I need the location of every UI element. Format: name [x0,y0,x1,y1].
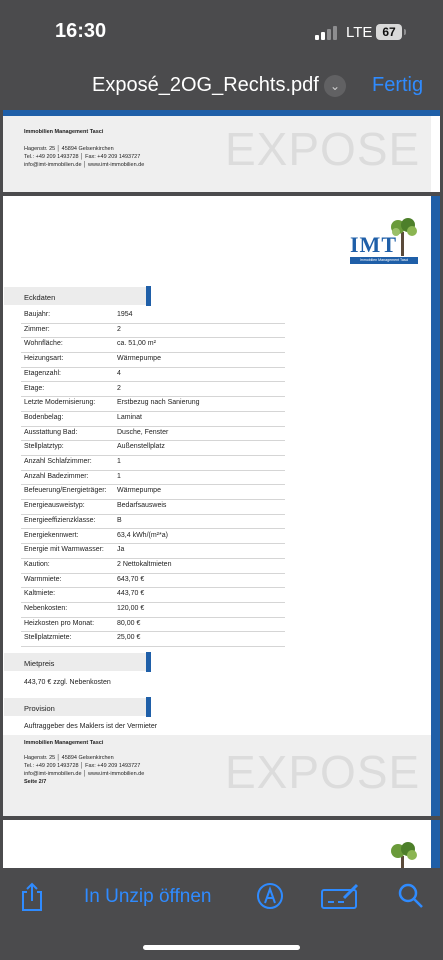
table-row [21,396,285,412]
row-label: Zimmer: [24,325,50,333]
footer-phone: Tel.: +49 209 1493728 │ Fax: +49 209 1493727 [24,154,141,160]
table-row [21,426,285,442]
row-value: 25,00 € [117,634,141,642]
row-value: 1954 [117,311,133,318]
signature-icon[interactable] [320,882,360,910]
table-row [21,352,285,368]
table-row [21,514,285,530]
row-label: Stellplatztyp: [24,443,64,451]
row-value: Dusche, Fenster [117,428,169,436]
table-row [21,470,285,486]
table-row [21,587,285,603]
row-value: Wärmepumpe [117,355,161,363]
logo-text: IMT [350,232,397,257]
table-row [21,367,285,383]
mietpreis-text: 443,70 € zzgl. Nebenkosten [24,679,111,686]
section-title-mietpreis: Mietpreis [24,659,55,668]
page-footer [3,735,431,816]
expose-watermark: EXPOSE [225,123,421,175]
row-value: Außenstellplatz [117,443,165,451]
pdf-page-3 [3,820,440,868]
tree-icon [388,842,420,868]
row-value: Bedarfsausweis [117,502,167,510]
footer-company: Immobilien Management Tasci [24,740,104,746]
pdf-page-1 [3,110,440,192]
table-row [21,337,285,353]
search-icon[interactable] [397,882,425,910]
row-label: Etage: [24,384,45,392]
row-value: 2 [117,325,121,333]
bottom-toolbar [0,868,443,960]
row-value: 643,70 € [117,575,145,583]
footer-web: info@imt-immobilien.de │ www.imt-immobilien.de [24,162,145,168]
section-accent [146,286,151,306]
table-row [21,558,285,574]
status-time: 16:30 [55,20,107,42]
row-label: Letzte Modernisierung: [24,399,96,407]
table-row [21,323,285,339]
row-value: 120,00 € [117,605,145,612]
navigation-bar [0,60,443,110]
section-title-eckdaten: Eckdaten [24,293,56,302]
row-value: 1 [117,472,121,480]
row-value: 2 [117,384,121,392]
chevron-down-icon[interactable]: ⌄ [324,75,346,97]
table-row [21,543,285,559]
page-number: Seite 2/7 [24,779,47,785]
row-value: 63,4 kWh/(m²*a) [117,531,168,539]
provision-text: Auftraggeber des Maklers ist der Vermieter [24,723,158,730]
markup-icon[interactable] [256,882,284,910]
signal-icon [315,26,339,40]
footer-address: Hagenstr. 25 │ 45894 Gelsenkirchen [24,755,114,761]
footer-web: info@imt-immobilien.de │ www.imt-immobilien.de [24,771,145,777]
page-side-accent [431,820,440,868]
section-title-provision: Provision [24,704,55,713]
row-label: Warmmiete: [24,575,62,583]
row-value: ca. 51,00 m² [117,340,156,348]
battery-tip [404,29,406,35]
row-label: Heizkosten pro Monat: [24,619,95,627]
row-label: Kaltmiete: [24,590,56,598]
row-value: 2 Nettokaltmieten [117,560,172,568]
footer-phone: Tel.: +49 209 1493728 │ Fax: +49 209 1493727 [24,763,141,769]
row-value: Erstbezug nach Sanierung [117,399,200,407]
section-accent [146,652,151,672]
table-row [21,440,285,456]
row-label: Energieeffizienzklasse: [24,516,96,524]
row-value: 4 [117,369,121,377]
row-label: Nebenkosten: [24,605,68,612]
share-icon[interactable] [19,882,45,912]
row-value: Laminat [117,413,142,421]
row-value: 80,00 € [117,619,141,627]
footer-company: Immobilien Management Tasci [24,129,104,135]
page-footer [3,116,431,192]
row-label: Energiekennwert: [24,531,79,539]
status-bar [0,0,443,60]
row-value: Ja [117,546,125,554]
row-value: 1 [117,458,121,465]
done-button[interactable]: Fertig [372,74,424,96]
row-label: Befeuerung/Energieträger: [24,487,107,495]
row-label: Baujahr: [24,311,51,318]
network-label: LTE [346,24,373,41]
row-label: Ausstattung Bad: [24,428,78,436]
table-row [21,617,285,633]
imt-logo [350,218,420,268]
row-label: Bodenbelag: [24,413,64,421]
table-row [21,411,285,427]
row-label: Energieausweistyp: [24,502,85,510]
expose-watermark: EXPOSE [225,746,421,798]
row-label: Etagenzahl: [24,369,61,377]
row-value: B [117,516,122,524]
logo-subtitle: Immobilien Management Tasci [350,257,418,264]
row-label: Stellplatzmiete: [24,634,72,642]
table-row [21,382,285,398]
table-row [21,308,285,324]
home-indicator[interactable] [143,945,300,950]
row-label: Wohnfläche: [24,340,63,348]
document-title[interactable]: Exposé_2OG_Rechts.pdf [92,74,319,96]
table-row [21,529,285,545]
table-row [21,573,285,589]
section-accent [146,697,151,717]
row-label: Energie mit Warmwasser: [24,546,104,554]
table-row [21,499,285,515]
row-label: Anzahl Badezimmer: [24,472,89,480]
table-row [21,602,285,618]
row-value: Wärmepumpe [117,487,161,495]
row-label: Heizungsart: [24,355,64,363]
row-value: 443,70 € [117,590,145,598]
table-row [21,455,285,471]
table-row [21,631,285,647]
page-side-accent [431,196,440,816]
table-row [21,484,285,500]
row-label: Kaution: [24,560,50,568]
footer-address: Hagenstr. 25 │ 45894 Gelsenkirchen [24,146,114,152]
row-label: Anzahl Schlafzimmer: [24,458,92,465]
pdf-page-2 [3,196,440,816]
battery-icon: 67 [376,24,402,40]
open-in-app-button[interactable]: In Unzip öffnen [84,886,212,907]
